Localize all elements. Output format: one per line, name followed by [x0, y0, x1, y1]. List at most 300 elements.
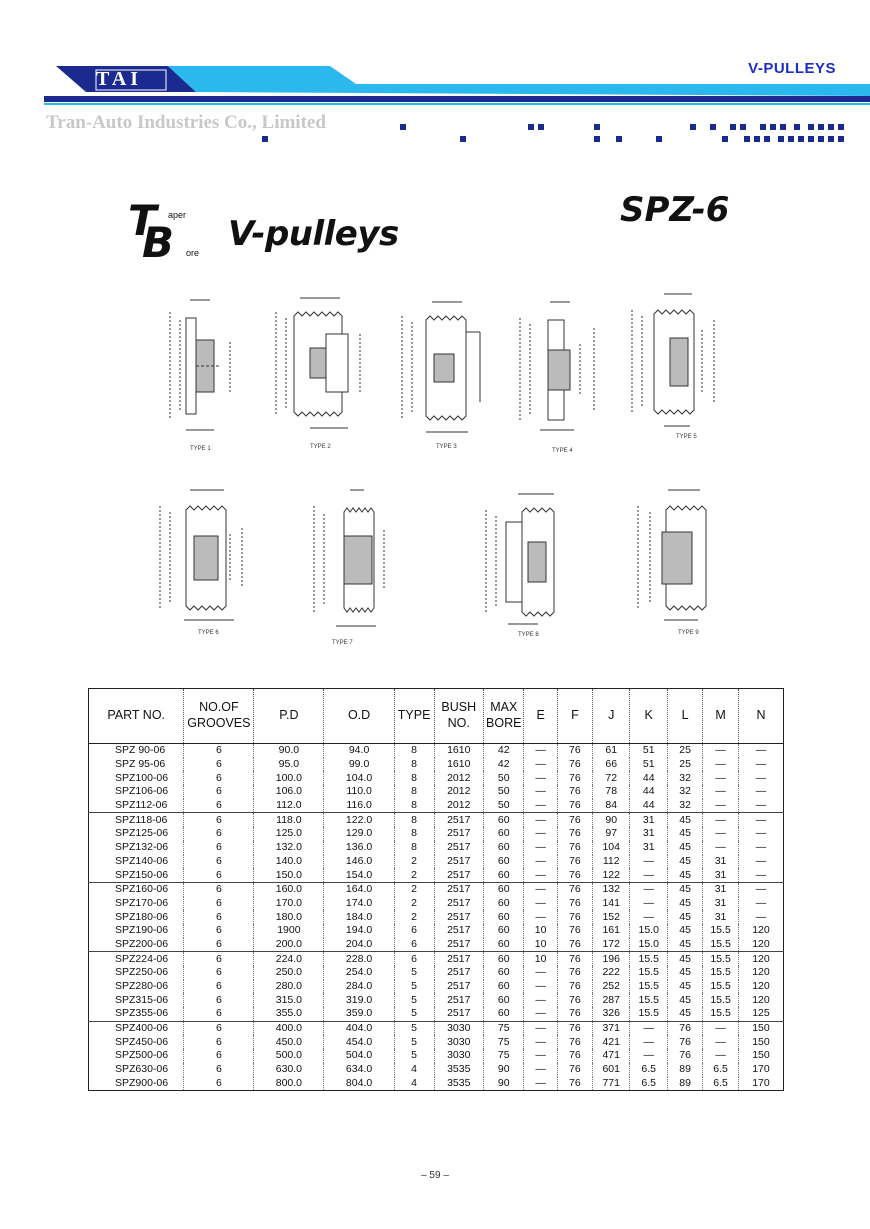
table-cell: 76 — [557, 952, 592, 966]
pulley-drawing — [270, 288, 370, 448]
diagram-label: TYPE 2 — [310, 444, 331, 450]
table-cell: 8 — [394, 827, 434, 841]
table-cell: 60 — [484, 993, 524, 1007]
table-cell: 1610 — [434, 758, 483, 772]
table-cell: — — [703, 1035, 739, 1049]
table-cell: 75 — [484, 1049, 524, 1063]
table-cell: — — [703, 827, 739, 841]
table-cell: 196 — [593, 952, 630, 966]
table-cell: 6.5 — [630, 1063, 668, 1077]
table-cell: 371 — [593, 1021, 630, 1035]
table-cell: 76 — [557, 924, 592, 938]
table-cell: 184.0 — [324, 910, 394, 924]
tb-letter-t: T — [128, 196, 157, 245]
table-cell: 2517 — [434, 993, 483, 1007]
column-header: TYPE — [394, 689, 434, 744]
table-cell: SPZ106-06 — [115, 785, 169, 798]
table-cell: 76 — [557, 785, 592, 799]
table-cell: 76 — [557, 841, 592, 855]
table-cell: 45 — [668, 952, 703, 966]
pulley-drawing — [396, 292, 496, 452]
diagram-type-5 — [624, 286, 724, 446]
table-cell: 6 — [184, 813, 254, 827]
table-cell: SPZ400-06 — [115, 1022, 169, 1035]
table-cell: 15.5 — [630, 952, 668, 966]
table-cell: 125.0 — [254, 827, 324, 841]
table-cell: 6 — [184, 799, 254, 813]
table-row — [89, 813, 784, 827]
table-cell: 254.0 — [324, 966, 394, 980]
table-cell: 2517 — [434, 827, 483, 841]
table-cell: 45 — [668, 993, 703, 1007]
table-cell: — — [703, 813, 739, 827]
table-cell: SPZ224-06 — [115, 952, 169, 965]
table-cell: 1610 — [434, 744, 483, 758]
table-cell: 76 — [557, 897, 592, 911]
table-cell: — — [703, 1049, 739, 1063]
table-cell: 76 — [557, 1049, 592, 1063]
table-cell: — — [524, 993, 557, 1007]
table-cell: 104.0 — [324, 771, 394, 785]
table-cell: 76 — [557, 910, 592, 924]
diagram-label: TYPE 4 — [552, 448, 573, 454]
table-row — [89, 841, 784, 855]
table-cell: 76 — [557, 938, 592, 952]
table-cell: 8 — [394, 799, 434, 813]
table-cell: 150 — [738, 1049, 783, 1063]
table-cell: 120 — [738, 924, 783, 938]
table-cell: — — [703, 1021, 739, 1035]
table-cell: 25 — [668, 744, 703, 758]
table-cell: 104 — [593, 841, 630, 855]
table-cell: 172 — [593, 938, 630, 952]
table-cell: 15.0 — [630, 938, 668, 952]
table-cell: 60 — [484, 827, 524, 841]
table-cell: SPZ900-06 — [115, 1076, 169, 1089]
table-cell: — — [703, 744, 739, 758]
table-cell: 450.0 — [254, 1035, 324, 1049]
taper-bore-logo — [128, 196, 200, 267]
table-cell: — — [738, 897, 783, 911]
table-cell: 6 — [184, 993, 254, 1007]
table-cell: 250.0 — [254, 966, 324, 980]
table-cell: 2012 — [434, 771, 483, 785]
table-cell: 2517 — [434, 882, 483, 896]
table-row — [89, 855, 784, 869]
table-cell: — — [738, 868, 783, 882]
table-cell: 32 — [668, 771, 703, 785]
table-cell: — — [630, 1035, 668, 1049]
table-cell: 15.5 — [630, 980, 668, 994]
tb-ore: ore — [186, 248, 200, 258]
diagram-label: TYPE 5 — [676, 434, 697, 440]
table-cell: 120 — [738, 993, 783, 1007]
decorative-squares — [0, 0, 870, 150]
table-cell: SPZ500-06 — [115, 1049, 169, 1062]
table-cell: 60 — [484, 980, 524, 994]
table-cell: 6 — [394, 938, 434, 952]
table-cell: — — [524, 841, 557, 855]
table-cell: 45 — [668, 910, 703, 924]
table-cell: 284.0 — [324, 980, 394, 994]
table-row — [89, 897, 784, 911]
table-cell: 90.0 — [254, 744, 324, 758]
table-cell: 122 — [593, 868, 630, 882]
table-row — [89, 993, 784, 1007]
table-cell: — — [524, 799, 557, 813]
table-cell: 25 — [668, 758, 703, 772]
table-cell: SPZ355-06 — [89, 1007, 184, 1021]
table-cell: 2517 — [434, 924, 483, 938]
table-cell: 66 — [593, 758, 630, 772]
table-cell: 45 — [668, 938, 703, 952]
table-cell: 2 — [394, 855, 434, 869]
table-cell: 1900 — [254, 924, 324, 938]
diagram-type-1 — [150, 290, 240, 450]
table-cell: 125 — [738, 1007, 783, 1021]
table-cell: 500.0 — [254, 1049, 324, 1063]
table-cell: 15.5 — [703, 993, 739, 1007]
table-row — [89, 910, 784, 924]
table-cell: 8 — [394, 841, 434, 855]
table-cell: 50 — [484, 785, 524, 799]
table-cell: 6 — [184, 882, 254, 896]
table-cell: 2517 — [434, 897, 483, 911]
table-row — [89, 882, 784, 896]
table-cell: 5 — [394, 966, 434, 980]
table-cell: 8 — [394, 744, 434, 758]
table-cell: 89 — [668, 1063, 703, 1077]
table-cell: — — [524, 855, 557, 869]
table-cell: 45 — [668, 897, 703, 911]
table-cell: 4 — [394, 1077, 434, 1091]
table-cell: 76 — [557, 744, 592, 758]
table-cell: 6 — [184, 771, 254, 785]
table-cell: 326 — [593, 1007, 630, 1021]
table-cell: SPZ140-06 — [115, 854, 169, 867]
table-cell: 99.0 — [324, 758, 394, 772]
table-cell: 51 — [630, 758, 668, 772]
table-row — [89, 1035, 784, 1049]
table-cell: 100.0 — [254, 771, 324, 785]
table-cell: 45 — [668, 882, 703, 896]
table-cell: — — [524, 897, 557, 911]
table-cell: — — [524, 827, 557, 841]
table-cell: — — [703, 799, 739, 813]
table-cell: — — [524, 1007, 557, 1021]
table-cell: 421 — [593, 1035, 630, 1049]
table-cell: 84 — [593, 799, 630, 813]
table-cell: 634.0 — [324, 1063, 394, 1077]
table-cell: — — [630, 1049, 668, 1063]
table-cell: 6 — [184, 924, 254, 938]
table-cell: 132.0 — [254, 841, 324, 855]
table-cell: 45 — [668, 1007, 703, 1021]
table-cell: 6 — [184, 1049, 254, 1063]
table-cell: 161 — [593, 924, 630, 938]
table-cell: 2517 — [434, 980, 483, 994]
page-number: – 59 – — [421, 1170, 449, 1181]
table-cell: 112 — [593, 855, 630, 869]
table-cell: 6 — [184, 952, 254, 966]
table-cell: 45 — [668, 813, 703, 827]
table-cell: 122.0 — [324, 813, 394, 827]
table-cell: 471 — [593, 1049, 630, 1063]
table-cell: 51 — [630, 744, 668, 758]
table-cell: 15.5 — [703, 924, 739, 938]
table-cell: 76 — [668, 1021, 703, 1035]
table-cell: 4 — [394, 1063, 434, 1077]
table-cell: 6.5 — [703, 1077, 739, 1091]
table-cell: SPZ100-06 — [115, 771, 169, 784]
table-cell: 204.0 — [324, 938, 394, 952]
table-cell: 60 — [484, 868, 524, 882]
table-cell: 6 — [184, 1007, 254, 1021]
table-cell: 78 — [593, 785, 630, 799]
table-cell: 60 — [484, 966, 524, 980]
table-cell: 76 — [557, 813, 592, 827]
table-cell: 2 — [394, 868, 434, 882]
diagram-type-8 — [478, 488, 578, 638]
table-cell: 75 — [484, 1035, 524, 1049]
table-cell: 129.0 — [324, 827, 394, 841]
table-cell: — — [524, 1049, 557, 1063]
table-cell: 180.0 — [254, 910, 324, 924]
table-cell: 152 — [593, 910, 630, 924]
diagram-type-7 — [306, 486, 406, 646]
table-cell: — — [738, 813, 783, 827]
table-cell: — — [524, 868, 557, 882]
table-cell: 400.0 — [254, 1021, 324, 1035]
table-cell: 60 — [484, 813, 524, 827]
table-cell: 15.0 — [630, 924, 668, 938]
column-header: NO.OF GROOVES — [184, 689, 254, 744]
table-cell: — — [524, 813, 557, 827]
table-cell: SPZ630-06 — [115, 1063, 169, 1076]
table-cell: 6 — [184, 785, 254, 799]
tb-letter-b: B — [142, 218, 175, 267]
table-cell: 164.0 — [324, 882, 394, 896]
table-cell: — — [738, 799, 783, 813]
table-cell: 32 — [668, 785, 703, 799]
table-cell: 76 — [557, 855, 592, 869]
table-cell: 45 — [668, 855, 703, 869]
pulley-drawing — [632, 484, 732, 634]
table-cell: 2 — [394, 882, 434, 896]
specification-table — [88, 688, 784, 1091]
table-cell: SPZ170-06 — [115, 896, 169, 909]
table-cell: 76 — [668, 1049, 703, 1063]
table-cell: 45 — [668, 966, 703, 980]
table-cell: 5 — [394, 1021, 434, 1035]
table-cell: 15.5 — [703, 938, 739, 952]
table-cell: SPZ160-06 — [115, 883, 169, 896]
table-cell: 106.0 — [254, 785, 324, 799]
spec-table — [88, 688, 784, 1091]
table-row — [89, 758, 784, 772]
table-cell: 50 — [484, 771, 524, 785]
table-cell: 76 — [557, 868, 592, 882]
table-header-row — [89, 689, 784, 744]
table-cell: — — [630, 868, 668, 882]
column-header: P.D — [254, 689, 324, 744]
table-row — [89, 744, 784, 758]
table-cell: 6 — [184, 897, 254, 911]
table-row — [89, 1049, 784, 1063]
column-header: J — [593, 689, 630, 744]
table-cell: 45 — [668, 868, 703, 882]
table-cell: 76 — [557, 799, 592, 813]
table-cell: — — [738, 771, 783, 785]
table-cell: 5 — [394, 980, 434, 994]
table-cell: 140.0 — [254, 855, 324, 869]
diagram-type-2 — [270, 288, 370, 448]
table-cell: 8 — [394, 785, 434, 799]
table-cell: 15.5 — [630, 1007, 668, 1021]
table-cell: 6 — [184, 966, 254, 980]
section-label: V-PULLEYS — [748, 60, 836, 77]
table-cell: 120 — [738, 980, 783, 994]
table-cell: 224.0 — [254, 952, 324, 966]
pulley-drawing — [306, 486, 406, 646]
table-cell: — — [524, 1021, 557, 1035]
table-cell: 76 — [557, 882, 592, 896]
table-cell: SPZ132-06 — [115, 841, 169, 854]
table-row — [89, 771, 784, 785]
table-cell: 141 — [593, 897, 630, 911]
table-cell: — — [738, 744, 783, 758]
table-cell: 15.5 — [630, 966, 668, 980]
tb-aper: aper — [168, 210, 187, 220]
table-cell: 5 — [394, 1007, 434, 1021]
table-cell: 60 — [484, 897, 524, 911]
table-cell: 2517 — [434, 841, 483, 855]
table-cell: 112.0 — [254, 799, 324, 813]
table-cell: 95.0 — [254, 758, 324, 772]
table-cell: 76 — [668, 1035, 703, 1049]
table-cell: 150.0 — [254, 868, 324, 882]
table-cell: SPZ150-06 — [89, 868, 184, 882]
table-cell: 170.0 — [254, 897, 324, 911]
table-cell: 75 — [484, 1021, 524, 1035]
table-cell: 31 — [630, 827, 668, 841]
table-cell: 42 — [484, 758, 524, 772]
table-cell: — — [630, 882, 668, 896]
table-cell: SPZ315-06 — [115, 993, 169, 1006]
table-cell: 3535 — [434, 1063, 483, 1077]
table-cell: — — [738, 785, 783, 799]
table-cell: 150 — [738, 1021, 783, 1035]
table-cell: 2517 — [434, 1007, 483, 1021]
table-cell: 60 — [484, 952, 524, 966]
table-cell: 601 — [593, 1063, 630, 1077]
table-cell: 31 — [703, 855, 739, 869]
table-cell: 8 — [394, 758, 434, 772]
table-cell: 60 — [484, 910, 524, 924]
table-cell: 120 — [738, 938, 783, 952]
table-cell: 42 — [484, 744, 524, 758]
table-cell: 6.5 — [630, 1077, 668, 1091]
table-row — [89, 952, 784, 966]
table-cell: — — [738, 758, 783, 772]
table-cell: 60 — [484, 882, 524, 896]
page-title: V-pulleys — [228, 214, 399, 254]
table-cell: SPZ180-06 — [115, 910, 169, 923]
table-cell: 2012 — [434, 799, 483, 813]
table-cell: 44 — [630, 799, 668, 813]
table-row — [89, 924, 784, 938]
table-cell: 60 — [484, 841, 524, 855]
table-cell: 319.0 — [324, 993, 394, 1007]
table-cell: 771 — [593, 1077, 630, 1091]
table-cell: 6 — [184, 758, 254, 772]
table-cell: SPZ 95-06 — [115, 758, 166, 771]
table-row — [89, 799, 784, 813]
table-cell: 10 — [524, 938, 557, 952]
table-cell: 60 — [484, 855, 524, 869]
table-cell: 8 — [394, 813, 434, 827]
table-cell: — — [738, 841, 783, 855]
table-cell: 31 — [630, 841, 668, 855]
table-cell: 252 — [593, 980, 630, 994]
table-cell: 2517 — [434, 952, 483, 966]
table-cell: — — [524, 966, 557, 980]
table-cell: 45 — [668, 924, 703, 938]
table-cell: — — [630, 897, 668, 911]
table-cell: 50 — [484, 799, 524, 813]
table-cell: 6 — [184, 1035, 254, 1049]
table-cell: 116.0 — [324, 799, 394, 813]
table-cell: 359.0 — [324, 1007, 394, 1021]
column-header: PART NO. — [89, 689, 184, 744]
diagram-label: TYPE 6 — [198, 630, 219, 636]
table-cell: — — [524, 758, 557, 772]
table-cell: 2517 — [434, 855, 483, 869]
table-cell: 800.0 — [254, 1077, 324, 1091]
table-cell: — — [703, 758, 739, 772]
table-row — [89, 938, 784, 952]
table-cell: 89 — [668, 1077, 703, 1091]
table-cell: — — [524, 1035, 557, 1049]
table-cell: 120 — [738, 952, 783, 966]
table-cell: 2517 — [434, 910, 483, 924]
table-cell: 222 — [593, 966, 630, 980]
company-name: Tran-Auto Industries Co., Limited — [46, 112, 326, 133]
diagram-label: TYPE 9 — [678, 630, 699, 636]
table-cell: 6 — [184, 855, 254, 869]
table-cell: 160.0 — [254, 882, 324, 896]
table-row — [89, 966, 784, 980]
table-cell: 146.0 — [324, 855, 394, 869]
table-cell: 31 — [703, 910, 739, 924]
table-cell: 60 — [484, 924, 524, 938]
table-row — [89, 980, 784, 994]
table-cell: 15.5 — [703, 952, 739, 966]
table-cell: 31 — [703, 868, 739, 882]
table-cell: — — [738, 827, 783, 841]
table-cell: 15.5 — [703, 1007, 739, 1021]
table-cell: SPZ200-06 — [89, 938, 184, 952]
table-cell: 355.0 — [254, 1007, 324, 1021]
table-cell: 44 — [630, 785, 668, 799]
table-cell: 2 — [394, 897, 434, 911]
table-cell: — — [524, 744, 557, 758]
table-cell: — — [738, 882, 783, 896]
table-cell: SPZ190-06 — [115, 924, 169, 937]
column-header: O.D — [324, 689, 394, 744]
table-cell: — — [703, 785, 739, 799]
table-cell: — — [524, 1077, 557, 1091]
